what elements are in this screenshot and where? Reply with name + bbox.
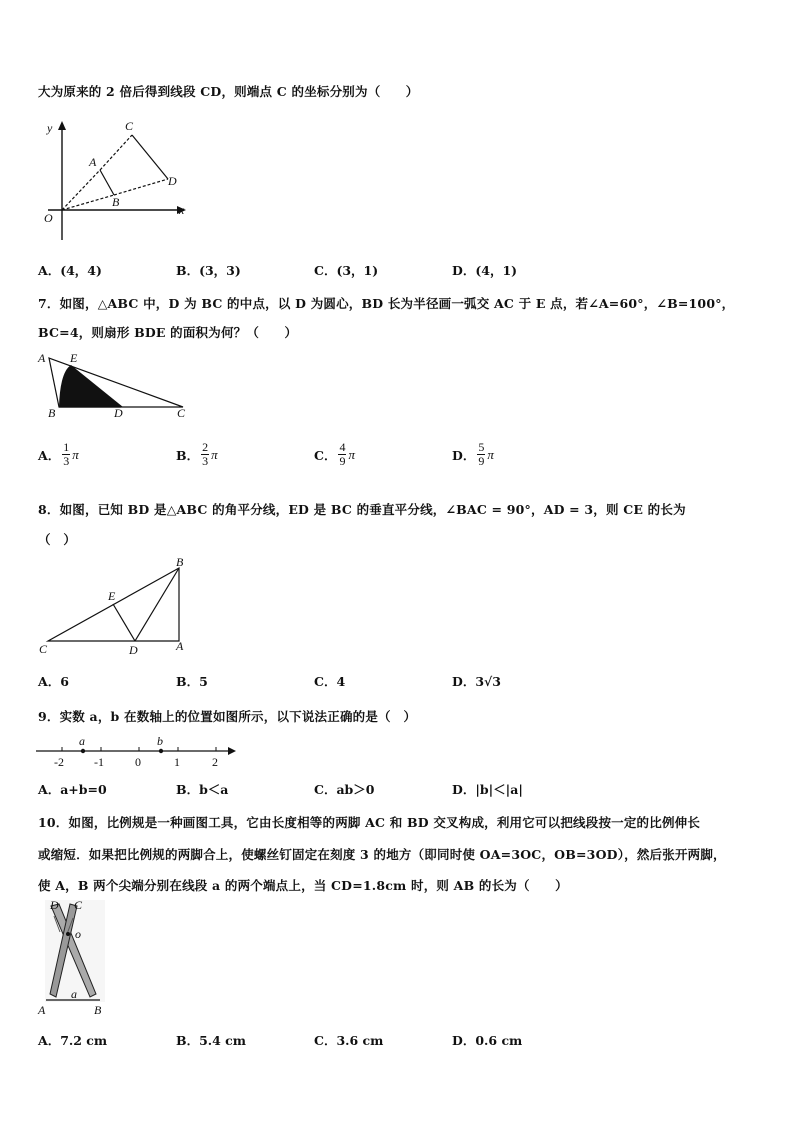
q9-text: 9．实数 a，b 在数轴上的位置如图所示，以下说法正确的是（ ） (38, 709, 417, 724)
q9-tick-neg2: -2 (54, 755, 64, 769)
q7-option-c-pi: π (348, 446, 355, 462)
q7-option-b-pi: π (211, 446, 218, 462)
q8-label-b: B (176, 555, 184, 569)
q10-option-d[interactable]: D．0.6 cm (452, 1033, 523, 1048)
q7-option-d-pi: π (487, 446, 494, 462)
q8-label-a: A (176, 639, 184, 653)
q7-option-a[interactable] (38, 441, 79, 468)
q7-option-c-letter: C． (314, 447, 337, 463)
q8-text-line2: （ ） (38, 532, 77, 547)
q9-tick-1: 1 (174, 755, 180, 769)
q6-label-x: x (179, 203, 185, 217)
q9-number-line (30, 731, 240, 771)
q9-option-d[interactable]: D．|b|＜|a| (452, 782, 523, 797)
q10-label-o: o (75, 927, 81, 941)
q7-label-b: B (48, 406, 56, 420)
q10-text-line2: 或缩短．如果把比例规的两脚合上，使螺丝钉固定在刻度 3 的地方（即同时使 OA=3OC，OB=3OD），然后张开两脚， (38, 847, 726, 862)
q7-figure (30, 348, 195, 422)
q9-tick-neg1: -1 (94, 755, 104, 769)
q9-label-a: a (79, 734, 85, 748)
q8-label-d: D (129, 643, 138, 657)
q7-option-a-fraction: $\frac{1}{3}$ (63, 440, 70, 468)
q6-label-y: y (47, 121, 53, 135)
q10-text-line3: 使 A，B 两个尖端分别在线段 a 的两个端点上，当 CD=1.8cm 时，则 AB 的长为（ ） (38, 878, 568, 893)
q10-label-B: B (94, 1003, 102, 1017)
q7-label-d: D (114, 406, 123, 420)
q7-option-a-letter: A． (38, 447, 61, 463)
q7-option-d[interactable] (452, 441, 494, 468)
q6-option-a[interactable]: A．(4，4) (38, 263, 102, 278)
q9-option-b[interactable]: B．b＜a (176, 782, 229, 797)
q6-option-d[interactable]: D．(4，1) (452, 263, 518, 278)
q7-label-a: A (38, 351, 46, 365)
q6-label-d: D (168, 174, 177, 188)
q7-text-line1: 7．如图，△ABC 中，D 为 BC 的中点，以 D 为圆心，BD 长为半径画一弧交 AC 于 E 点，若∠A=60°，∠B=100°， (38, 296, 735, 311)
q6-label-b: B (112, 195, 120, 209)
q7-text-line2: BC=4，则扇形 BDE 的面积为何？（ ） (38, 325, 298, 340)
q6-option-c[interactable]: C．(3，1) (314, 263, 379, 278)
q8-option-c[interactable]: C．4 (314, 674, 346, 689)
q7-label-c: C (177, 406, 186, 420)
q10-label-d: D (50, 898, 59, 912)
q6-option-b[interactable]: B．(3，3) (176, 263, 241, 278)
q9-option-c[interactable]: C．ab＞0 (314, 782, 375, 797)
q7-option-c-fraction: $\frac{4}{9}$ (339, 440, 346, 468)
q8-option-d[interactable]: D．3√3 (452, 674, 501, 689)
q10-option-c[interactable]: C．3.6 cm (314, 1033, 384, 1048)
q10-figure (30, 896, 110, 1020)
q8-option-a[interactable]: A．6 (38, 674, 69, 689)
q10-option-a[interactable]: A．7.2 cm (38, 1033, 108, 1048)
q6-label-c: C (125, 119, 134, 133)
q9-tick-2: 2 (212, 755, 218, 769)
q8-option-b[interactable]: B．5 (176, 674, 208, 689)
q7-option-c[interactable] (314, 441, 355, 468)
q7-option-b-letter: B． (176, 447, 200, 463)
q8-label-e: E (108, 589, 116, 603)
q10-text-line1: 10．如图，比例规是一种画图工具，它由长度相等的两脚 AC 和 BD 交叉构成，利用它可以把线段按一定的比例伸长 (38, 815, 701, 830)
q10-label-A: A (38, 1003, 46, 1017)
q7-option-d-letter: D． (452, 447, 476, 463)
q9-option-a[interactable]: A．a+b=0 (38, 782, 107, 797)
q9-label-b: b (157, 734, 163, 748)
q6-label-a: A (89, 155, 97, 169)
q7-option-b[interactable] (176, 441, 218, 468)
q8-label-c: C (39, 642, 48, 656)
q6-label-o: O (44, 211, 53, 225)
q7-label-e: E (70, 351, 78, 365)
q9-tick-0: 0 (135, 755, 141, 769)
q7-option-b-fraction: $\frac{2}{3}$ (202, 440, 209, 468)
q7-option-a-pi: π (72, 446, 79, 462)
q10-label-c: C (74, 898, 83, 912)
q6-text: 大为原来的 2 倍后得到线段 CD，则端点 C 的坐标分别为（ ） (38, 84, 419, 99)
q10-label-segment-a: a (71, 987, 77, 1001)
q8-text-line1: 8．如图，已知 BD 是△ABC 的角平分线，ED 是 BC 的垂直平分线，∠BAC = 90°，AD = 3，则 CE 的长为 (38, 502, 686, 517)
q8-figure (30, 552, 200, 660)
q6-figure (30, 115, 200, 245)
q10-option-b[interactable]: B．5.4 cm (176, 1033, 247, 1048)
q7-option-d-fraction: $\frac{5}{9}$ (478, 440, 485, 468)
